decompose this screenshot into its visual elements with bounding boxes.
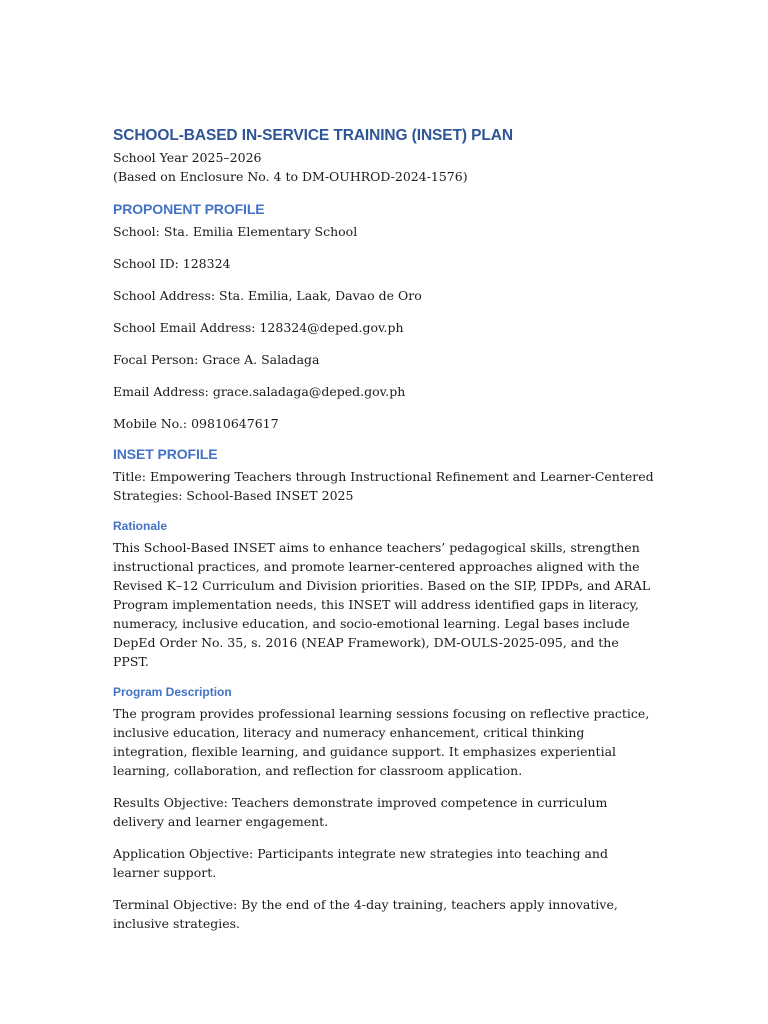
school-email: School Email Address: 128324@deped.gov.ph xyxy=(113,320,404,335)
proponent-profile-heading: PROPONENT PROFILE xyxy=(113,201,265,217)
document-content xyxy=(113,126,658,946)
program-description-heading: Program Description xyxy=(113,685,232,699)
school-id: School ID: 128324 xyxy=(113,256,231,271)
focal-email: Email Address: grace.saladaga@deped.gov.ph xyxy=(113,384,406,399)
inset-title: Title: Empowering Teachers through Instructional Refinement and Learner-Centered Strategies: School-Based INSET 2025 xyxy=(113,469,654,503)
rationale-heading: Rationale xyxy=(113,519,168,533)
school-name: School: Sta. Emilia Elementary School xyxy=(113,224,358,239)
inset-profile-heading: INSET PROFILE xyxy=(113,446,218,462)
school-year: School Year 2025–2026 xyxy=(113,150,262,165)
rationale-text: This School-Based INSET aims to enhance teachers’ pedagogical skills, strengthen instructional practices, and promote learner-centered approaches aligned with the Revised K–12 Curriculum and Division priorities. Based on the SIP, IPDPs, and ARAL Program implementation needs, this INSET will address identified gaps in literacy, numeracy, inclusive education, and socio-emotional learning. Legal bases include DepEd Order No. 35, s. 2016 (NEAP Framework), DM-OULS-2025-095, and the PPST. xyxy=(113,540,651,669)
focal-person: Focal Person: Grace A. Saladaga xyxy=(113,352,320,367)
application-objective: Application Objective: Participants integrate new strategies into teaching and learner support. xyxy=(113,846,608,880)
results-objective: Results Objective: Teachers demonstrate improved competence in curriculum delivery and learner engagement. xyxy=(113,795,608,829)
document-title: SCHOOL-BASED IN-SERVICE TRAINING (INSET) PLAN xyxy=(113,127,513,144)
document-basis: (Based on Enclosure No. 4 to DM-OUHROD-2024-1576) xyxy=(113,169,468,184)
program-description-text: The program provides professional learning sessions focusing on reflective practice, inclusive education, literacy and numeracy enhancement, critical thinking integration, flexible learning, and guidance support. It emphasizes experiential learning, collaboration, and reflection for classroom application. xyxy=(113,706,650,778)
terminal-objective: Terminal Objective: By the end of the 4-day training, teachers apply innovative, inclusive strategies. xyxy=(113,897,618,931)
school-address: School Address: Sta. Emilia, Laak, Davao de Oro xyxy=(113,288,422,303)
mobile-number: Mobile No.: 09810647617 xyxy=(113,416,279,431)
